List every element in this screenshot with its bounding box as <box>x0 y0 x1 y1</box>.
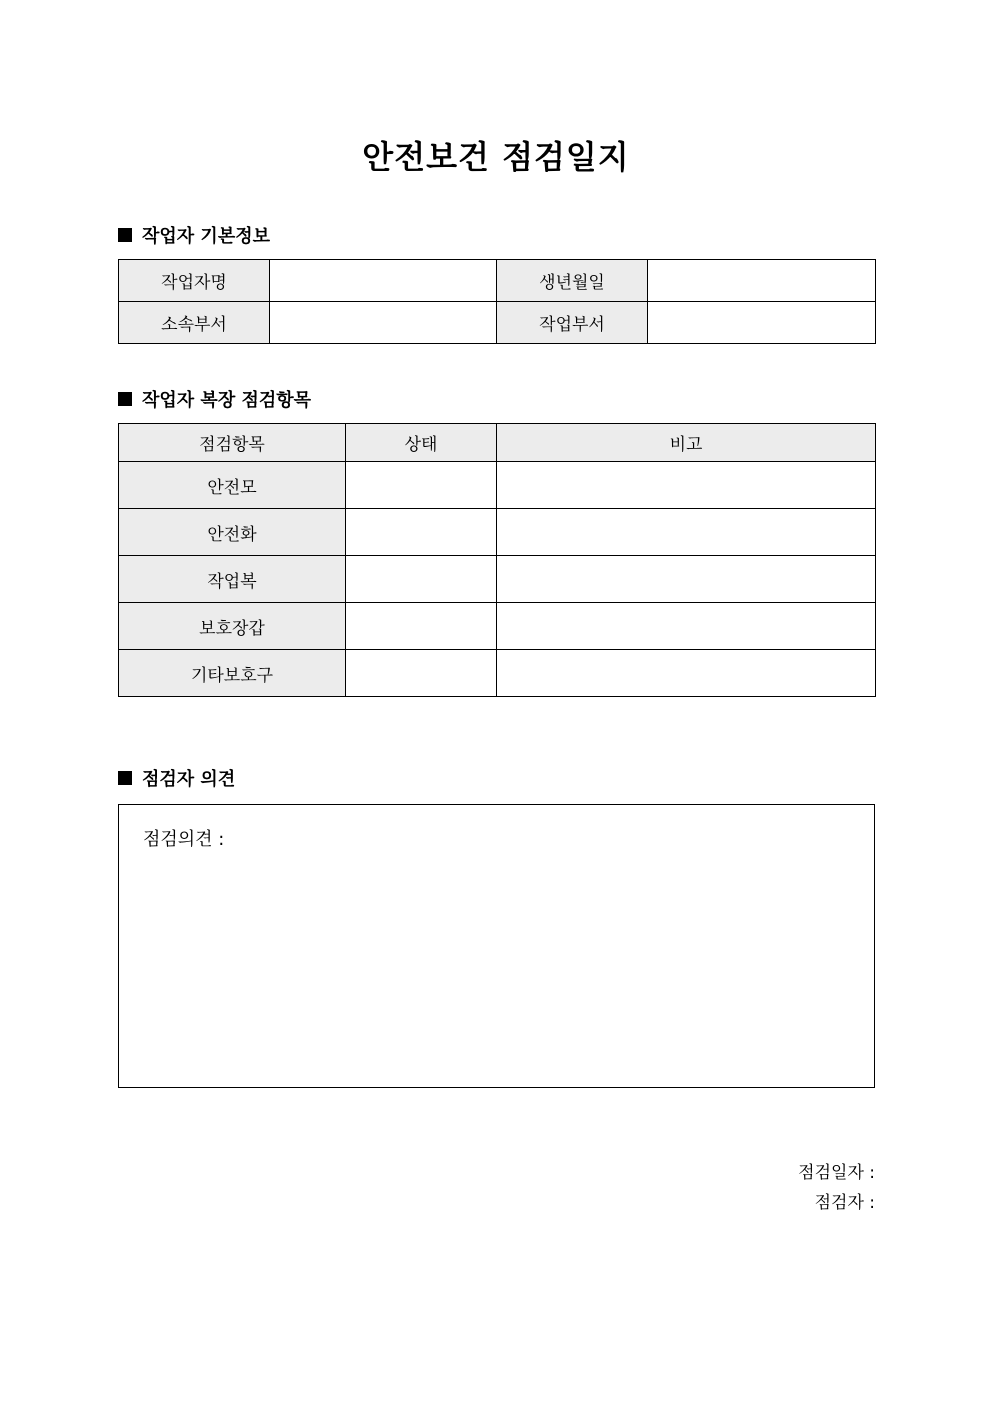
check-item-label: 보호장갑 <box>119 603 346 650</box>
status-field[interactable] <box>346 509 497 556</box>
table-row <box>119 603 876 650</box>
worker-name-field[interactable] <box>270 260 497 302</box>
work-department-label: 작업부서 <box>497 302 648 344</box>
page-title: 안전보건 점검일지 <box>362 138 630 176</box>
opinion-textarea[interactable] <box>118 804 875 1088</box>
section-heading-inspector-opinion <box>118 766 235 790</box>
column-header-note: 비고 <box>497 424 876 462</box>
table-row <box>119 556 876 603</box>
table-header-row <box>119 424 876 462</box>
status-field[interactable] <box>346 556 497 603</box>
section-title: 점검자 의견 <box>142 769 236 790</box>
inspector-label: 점검자 : <box>814 1193 875 1213</box>
check-item-label: 안전화 <box>119 509 346 556</box>
affiliation-label: 소속부서 <box>119 302 270 344</box>
section-heading-outfit-check <box>118 387 311 411</box>
square-bullet-icon <box>118 228 132 242</box>
section-title: 작업자 기본정보 <box>142 226 270 247</box>
square-bullet-icon <box>118 771 132 785</box>
outfit-check-table <box>118 423 876 697</box>
check-item-label: 안전모 <box>119 462 346 509</box>
status-field[interactable] <box>346 650 497 697</box>
section-heading-worker-info <box>118 223 270 247</box>
section-title: 작업자 복장 점검항목 <box>142 390 312 411</box>
opinion-label: 점검의견 : <box>143 829 225 850</box>
square-bullet-icon <box>118 392 132 406</box>
table-row <box>119 462 876 509</box>
worker-info-table <box>118 259 876 344</box>
note-field[interactable] <box>497 650 876 697</box>
table-row <box>119 509 876 556</box>
table-row <box>119 650 876 697</box>
note-field[interactable] <box>497 462 876 509</box>
table-row <box>119 302 876 344</box>
birth-date-field[interactable] <box>648 260 876 302</box>
note-field[interactable] <box>497 603 876 650</box>
check-item-label: 작업복 <box>119 556 346 603</box>
worker-name-label: 작업자명 <box>119 260 270 302</box>
inspection-date-label: 점검일자 : <box>798 1163 875 1183</box>
table-row <box>119 260 876 302</box>
note-field[interactable] <box>497 556 876 603</box>
column-header-status: 상태 <box>346 424 497 462</box>
birth-date-label: 생년월일 <box>497 260 648 302</box>
status-field[interactable] <box>346 462 497 509</box>
status-field[interactable] <box>346 603 497 650</box>
affiliation-field[interactable] <box>270 302 497 344</box>
check-item-label: 기타보호구 <box>119 650 346 697</box>
work-department-field[interactable] <box>648 302 876 344</box>
note-field[interactable] <box>497 509 876 556</box>
column-header-item: 점검항목 <box>119 424 346 462</box>
